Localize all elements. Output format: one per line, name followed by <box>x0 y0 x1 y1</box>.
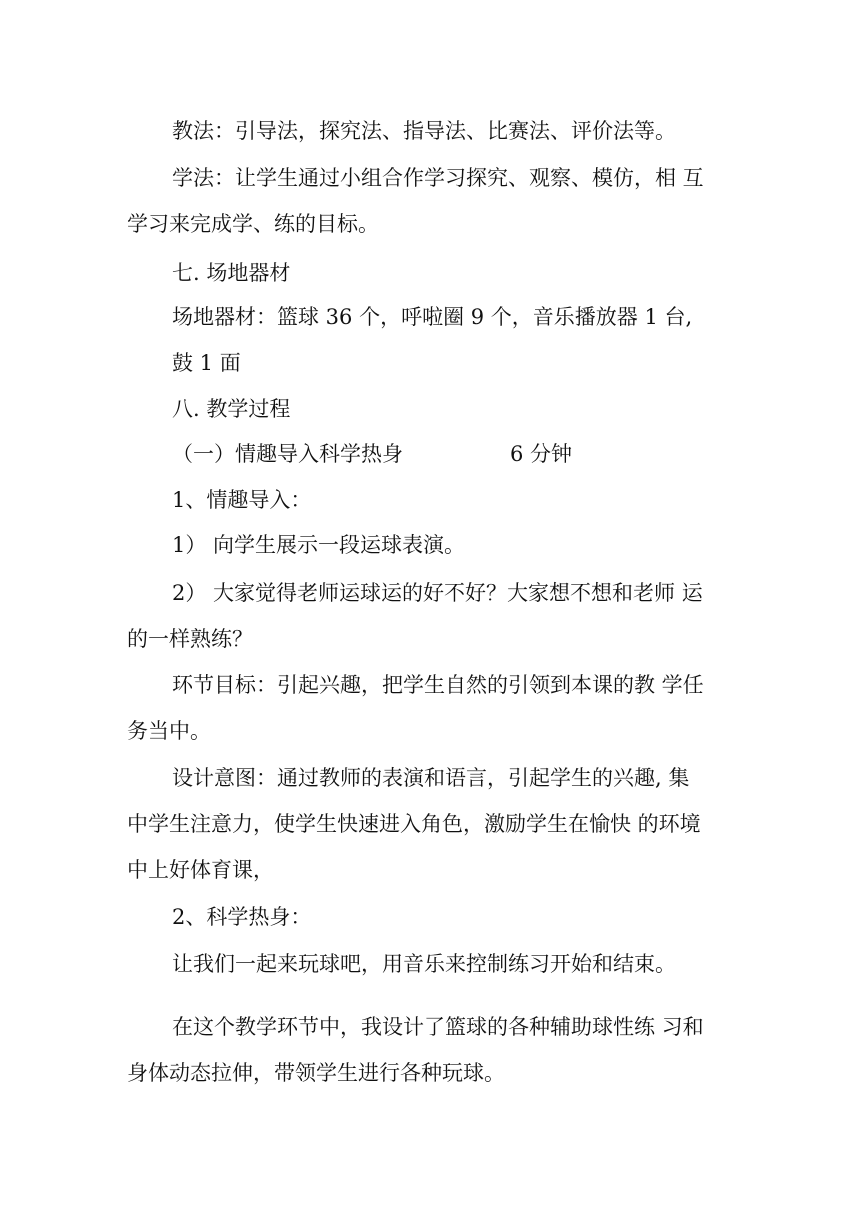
list-item-2-continuation: 的一样熟练？ <box>127 627 253 651</box>
teaching-method-line: 教法：引导法，探究法、指导法、比赛法、评价法等。 <box>172 119 676 143</box>
item-heading-intro: 1、情趣导入： <box>172 488 312 512</box>
design-line: 在这个教学环节中，我设计了篮球的各种辅助球性练 习和 <box>172 1015 704 1039</box>
list-item-2: 2） 大家觉得老师运球运的好不好？大家想不想和老师 运 <box>172 581 703 605</box>
learning-method-continuation: 学习来完成学、练的目标。 <box>127 212 379 236</box>
subsection-heading-warmup: （一）情趣导入科学热身 <box>172 442 403 466</box>
warmup-line: 让我们一起来玩球吧，用音乐来控制练习开始和结束。 <box>172 952 676 976</box>
design-continuation: 身体动态拉伸，带领学生进行各种玩球。 <box>127 1061 505 1085</box>
intent-continuation-2: 中上好体育课， <box>127 858 274 882</box>
list-item-1: 1） 向学生展示一段运球表演。 <box>172 533 466 557</box>
learning-method-line: 学法：让学生通过小组合作学习探究、观察、模仿，相 互 <box>172 166 704 190</box>
section-heading-process: 八. 教学过程 <box>172 397 291 421</box>
goal-continuation: 务当中。 <box>127 719 211 743</box>
intent-continuation-1: 中学生注意力，使学生快速进入角色，激励学生在愉快 的环境 <box>127 812 701 836</box>
equipment-line: 场地器材：篮球 36 个，呼啦圈 9 个，音乐播放器 1 台, <box>172 305 693 329</box>
intent-line: 设计意图：通过教师的表演和语言，引起学生的兴趣, 集 <box>172 766 690 790</box>
section-heading-equipment: 七. 场地器材 <box>172 261 291 285</box>
goal-line: 环节目标：引起兴趣，把学生自然的引领到本课的教 学任 <box>172 673 704 697</box>
equipment-continuation: 鼓 1 面 <box>172 351 241 375</box>
item-heading-warmup: 2、科学热身： <box>172 905 312 929</box>
subsection-duration: 6 分钟 <box>510 442 573 466</box>
